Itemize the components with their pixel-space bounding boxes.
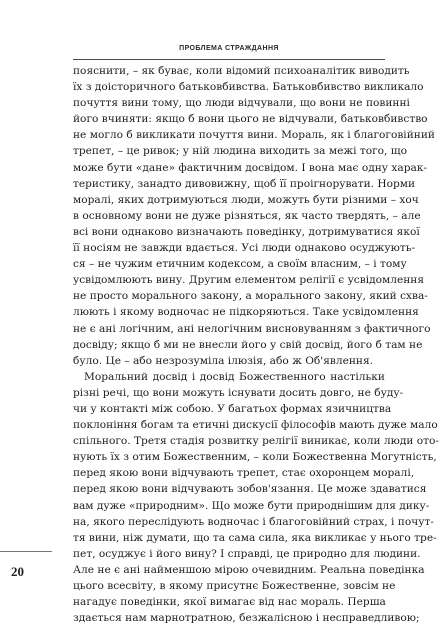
- text-line: її носіям не завжди вдається. Усі люди однаково осуджують-: [73, 242, 416, 255]
- page-body: [73, 63, 439, 626]
- text-line: трепет, – це ривок; у ній людина виходить за межі того, що: [73, 145, 408, 158]
- text-line: почуття вини тому, що люди відчували, що вони не повинні: [73, 97, 410, 110]
- text-line: нагадує поведінки, якої вимагає від нас мораль. Перша: [73, 596, 386, 609]
- text-line: люють і якому водночас не підкоряються. Таке усвідомлення: [73, 306, 419, 319]
- text-line: ся – не чужим етичним кодексом, а своїм власним, – і тому: [73, 258, 407, 271]
- text-line: поклоніння богам та етичні дискусії філософів мають дуже мало: [73, 419, 438, 432]
- header-rule: [73, 59, 385, 60]
- footer-rule: [0, 551, 52, 552]
- text-line: пояснити, – як буває, коли відомий психоаналітик виводить: [73, 65, 410, 77]
- text-line: його вчиняти: якщо б вони цього не відчували, батьковбивство: [73, 113, 428, 126]
- text-line: здається нам марнотратною, безжалісною і несправедливою;: [73, 612, 420, 625]
- text-line: досвіду; якщо б ми не внесли його у свій досвід, його б там не: [73, 338, 423, 351]
- text-line: чи у контакті між собою. У багатьох формах язичництва: [73, 402, 392, 415]
- text-line: в основному вони не дуже різняться, як часто твердять, – але: [73, 209, 421, 222]
- text-line: нують їх з отим Божественним, – коли Божественна Могутність,: [73, 451, 437, 464]
- text-line: Але не є ані найменшою мірою очевидним. Реальна поведінка: [73, 563, 425, 576]
- text-line: пет, осуджує і його вину? І справді, це природно для людини.: [73, 547, 421, 560]
- text-line: перед якою вони відчувають трепет, стає охоронцем моралі,: [73, 467, 415, 480]
- text-line: усвідомлюють вину. Другим елементом релігії є усвідомлення: [73, 274, 425, 287]
- text-line: не могло б викликати почуття вини. Мораль, як і благоговійний: [73, 129, 435, 142]
- text-line: не просто морального закону, а морального закону, який схва-: [73, 290, 428, 303]
- text-line: цього всесвіту, в якому присутнє Божественне, зовсім не: [73, 580, 396, 592]
- text-line: вам дуже «природним». Що може бути природнішим для дику-: [73, 499, 430, 512]
- text-line: тя вини, ніж думати, що та сама сила, яка викликає у нього тре-: [73, 531, 437, 544]
- text-line: спільного. Третя стадія розвитку релігії виникає, коли люди ото-: [73, 435, 439, 448]
- text-line: всі вони однаково визначають поведінку, дотримуватися якої: [73, 225, 420, 238]
- text-line: на, якого переслідують водночас і благоговійний страх, і почут-: [73, 515, 434, 528]
- running-header: ПРОБЛЕМА СТРАЖДАННЯ: [179, 45, 279, 52]
- text-line: моралі, яких дотримуються люди, можуть бути різними – хоч: [73, 193, 419, 206]
- text-line: теристику, занадто дивовижну, щоб її проігнорувати. Норми: [73, 177, 416, 190]
- text-line: було. Це – або незрозуміла ілюзія, або ж Об'явлення.: [73, 354, 374, 367]
- page-number: 20: [11, 564, 24, 579]
- paragraph-first-line: Моральний досвід і досвід Божественного настільки: [84, 370, 385, 383]
- text-line: може бути «дане» фактичним досвідом. І вона має одну харак-: [73, 161, 427, 174]
- text-line: різні речі, що вони можуть існувати досить довго, не буду-: [73, 386, 404, 399]
- text-line: перед якою вони відчувають зобов'язання. Це може здаватися: [73, 483, 427, 496]
- text-line: не є ані логічним, ані нелогічним висновуванням з фактичного: [73, 322, 431, 335]
- text-line: їх з доісторичного батьковбивства. Батьковбивство викликало: [73, 81, 424, 94]
